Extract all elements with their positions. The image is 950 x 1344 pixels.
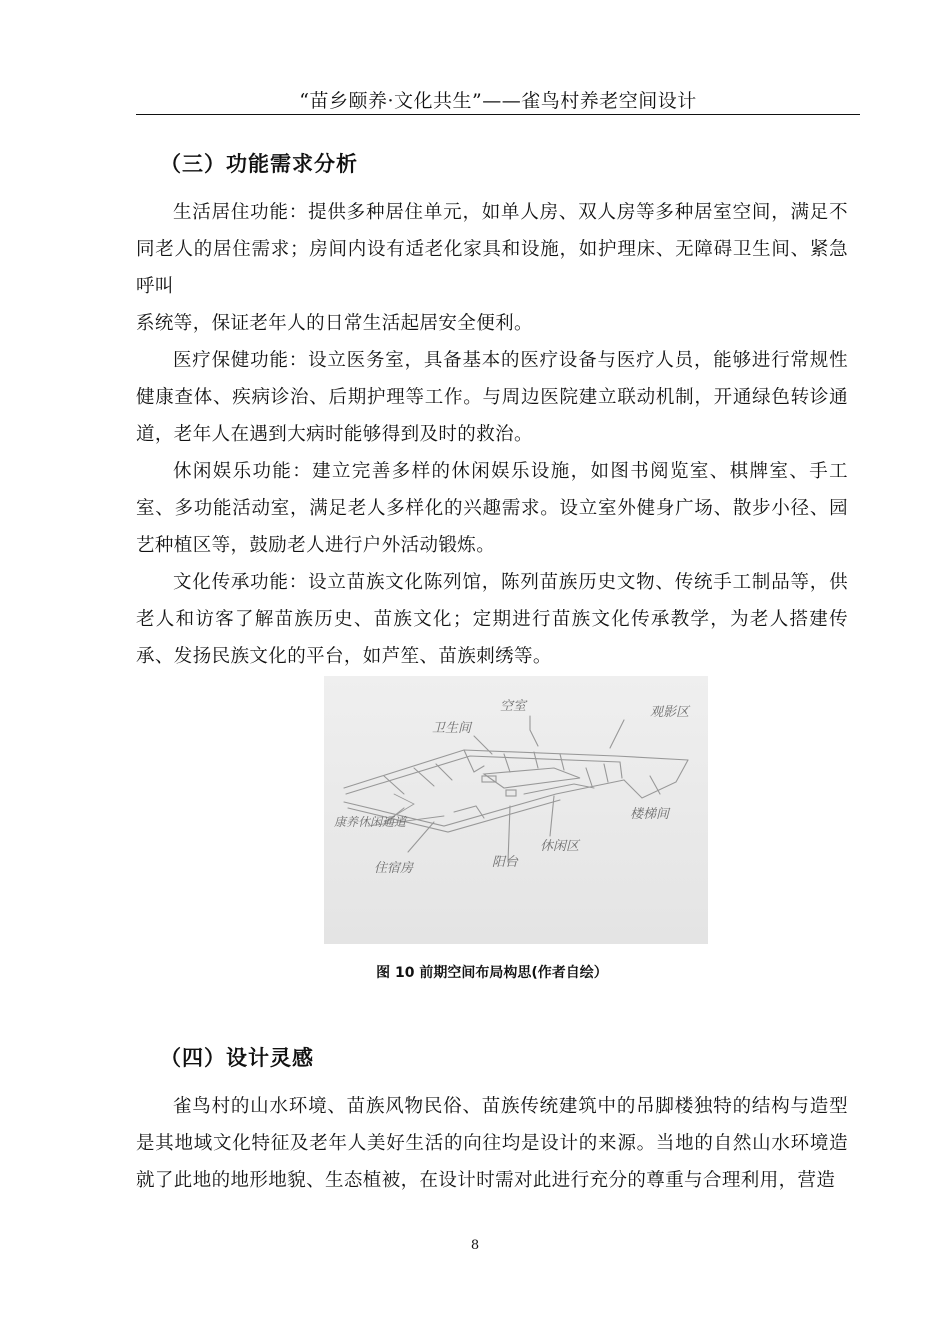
- running-header: “苗乡颐养·文化共生”——雀鸟村养老空间设计: [299, 90, 697, 112]
- paragraph-culture-function: 文化传承功能：设立苗族文化陈列馆，陈列苗族历史文物、传统手工制品等，供老人和访客了解苗族历史、苗族文化；定期进行苗族文化传承教学，为老人搭建传承、发扬民族文化的平台，如芦笙、苗族刺绣等。: [136, 572, 848, 667]
- sketch-label-room: 空室: [500, 699, 527, 714]
- paragraph-living-continued: 系统等，保证老年人的日常生活起居安全便利。: [136, 313, 533, 334]
- layout-sketch-figure: [324, 676, 708, 944]
- sketch-label-activity: 观影区: [650, 705, 690, 720]
- section-heading-function-analysis: （三）功能需求分析: [160, 152, 358, 176]
- sketch-label-balcony: 阳台: [492, 855, 519, 870]
- page-number: 8: [470, 1238, 480, 1253]
- sketch-label-leisure: 休闲区: [540, 839, 580, 854]
- sketch-label-stairs: 楼梯间: [630, 807, 670, 822]
- header-divider: [136, 114, 860, 115]
- sketch-label-residence: 住宿房: [374, 861, 414, 876]
- sketch-label-leisure-corridor: 康养休闲通道: [334, 815, 407, 829]
- pencil-sketch: [324, 676, 708, 944]
- sketch-label-bathroom: 卫生间: [432, 721, 472, 736]
- paragraph-living-function: 生活居住功能：提供多种居住单元，如单人房、双人房等多种居室空间，满足不同老人的居住需求；房间内设有适老化家具和设施，如护理床、无障碍卫生间、紧急呼叫: [136, 202, 848, 297]
- paragraph-design-inspiration: 雀鸟村的山水环境、苗族风物民俗、苗族传统建筑中的吊脚楼独特的结构与造型是其地域文化特征及老年人美好生活的向往均是设计的来源。当地的自然山水环境造就了此地的地形地貌、生态植被，在设计时需对此进行充分的尊重与合理利用，营造: [136, 1096, 848, 1191]
- paragraph-medical-function: 医疗保健功能：设立医务室，具备基本的医疗设备与医疗人员，能够进行常规性健康查体、疾病诊治、后期护理等工作。与周边医院建立联动机制，开通绿色转诊通道，老年人在遇到大病时能够得到及时的救治。: [136, 350, 848, 445]
- paragraph-leisure-function: 休闲娱乐功能：建立完善多样的休闲娱乐设施，如图书阅览室、棋牌室、手工室、多功能活动室，满足老人多样化的兴趣需求。设立室外健身广场、散步小径、园艺种植区等，鼓励老人进行户外活动锻炼。: [136, 461, 848, 556]
- section-heading-design-inspiration: （四）设计灵感: [160, 1046, 314, 1070]
- figure-caption: 图 10 前期空间布局构思(作者自绘）: [376, 965, 608, 981]
